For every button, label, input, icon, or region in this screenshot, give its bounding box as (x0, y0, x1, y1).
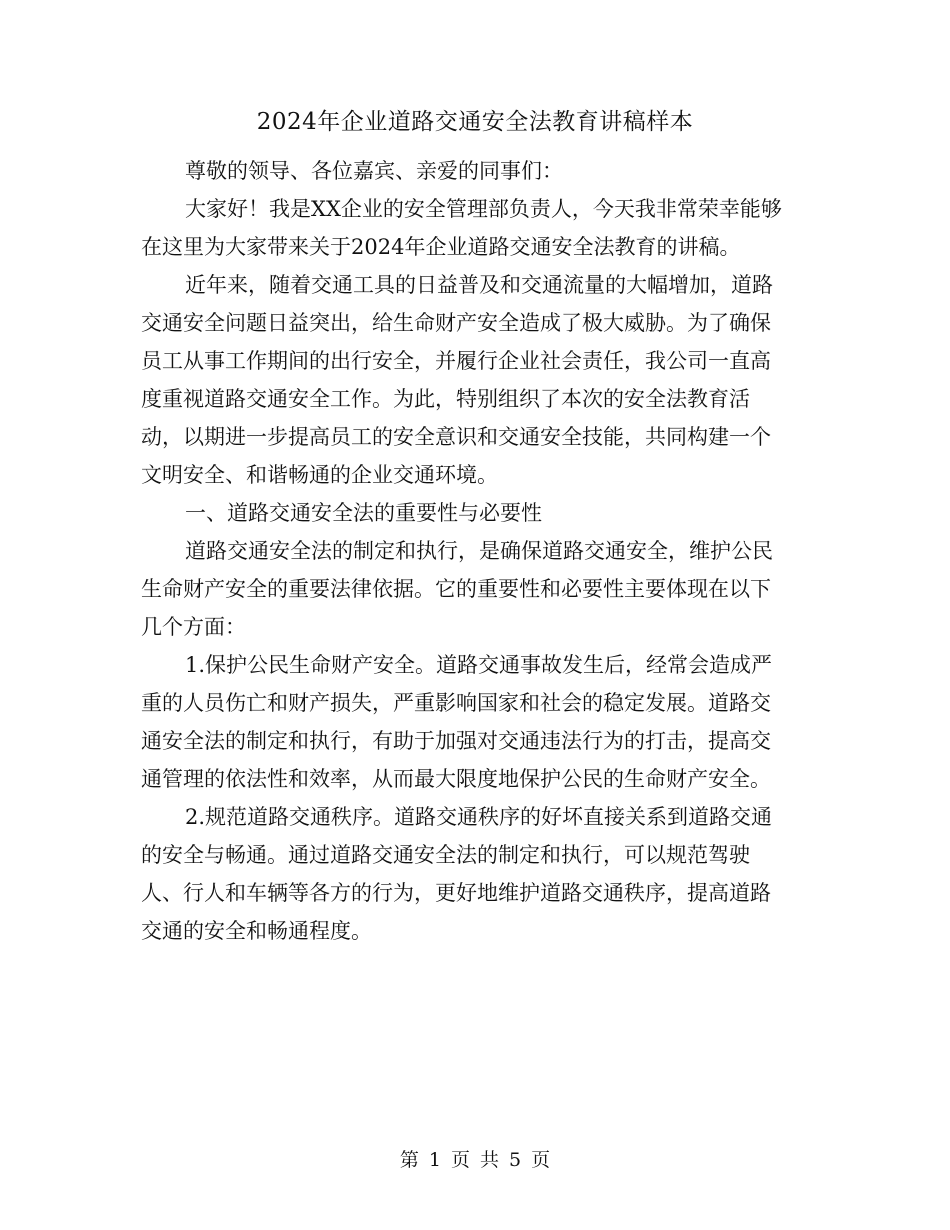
text-line: 交通的安全和畅通程度。 (141, 919, 372, 943)
document-body (141, 152, 811, 950)
text-line: 的安全与畅通。通过道路交通安全法的制定和执行，可以规范驾驶 (141, 843, 750, 867)
paragraph-background (141, 266, 811, 494)
text-line: 通管理的依法性和效率，从而最大限度地保护公民的生命财产安全。 (141, 767, 771, 791)
text-line: 2.规范道路交通秩序。道路交通秩序的好坏直接关系到道路交通 (185, 805, 773, 829)
page-footer: 第 1 页 共 5 页 (399, 1149, 551, 1171)
text-line: 近年来，随着交通工具的日益普及和交通流量的大幅增加，道路 (185, 273, 773, 297)
text-line: 道路交通安全法的制定和执行，是确保道路交通安全，维护公民 (185, 539, 773, 563)
paragraph-greeting (141, 152, 811, 190)
text-line: 一、道路交通安全法的重要性与必要性 (185, 501, 542, 525)
document-title: 2024年企业道路交通安全法教育讲稿样本 (256, 109, 694, 135)
text-line: 人、行人和车辆等各方的行为，更好地维护道路交通秩序，提高道路 (141, 881, 771, 905)
text-line: 大家好！我是XX企业的安全管理部负责人，今天我非常荣幸能够 (185, 197, 782, 221)
text-line: 动，以期进一步提高员工的安全意识和交通安全技能，共同构建一个 (141, 425, 771, 449)
text-line: 在这里为大家带来关于2024年企业道路交通安全法教育的讲稿。 (141, 235, 741, 259)
text-line: 交通安全问题日益突出，给生命财产安全造成了极大威胁。为了确保 (141, 311, 771, 335)
section-heading (141, 494, 811, 532)
text-line: 几个方面： (141, 615, 246, 639)
text-line: 生命财产安全的重要法律依据。它的重要性和必要性主要体现在以下 (141, 577, 771, 601)
text-line: 重的人员伤亡和财产损失，严重影响国家和社会的稳定发展。道路交 (141, 691, 771, 715)
text-line: 通安全法的制定和执行，有助于加强对交通违法行为的打击，提高交 (141, 729, 771, 753)
paragraph-point-2 (141, 798, 811, 950)
text-line: 1.保护公民生命财产安全。道路交通事故发生后，经常会造成严 (185, 653, 773, 677)
text-line: 尊敬的领导、各位嘉宾、亲爱的同事们： (185, 159, 563, 183)
text-line: 文明安全、和谐畅通的企业交通环境。 (141, 463, 498, 487)
paragraph-intro (141, 190, 811, 266)
paragraph-point-1 (141, 646, 811, 798)
text-line: 度重视道路交通安全工作。为此，特别组织了本次的安全法教育活 (141, 387, 750, 411)
paragraph-importance (141, 532, 811, 646)
text-line: 员工从事工作期间的出行安全，并履行企业社会责任，我公司一直高 (141, 349, 771, 373)
